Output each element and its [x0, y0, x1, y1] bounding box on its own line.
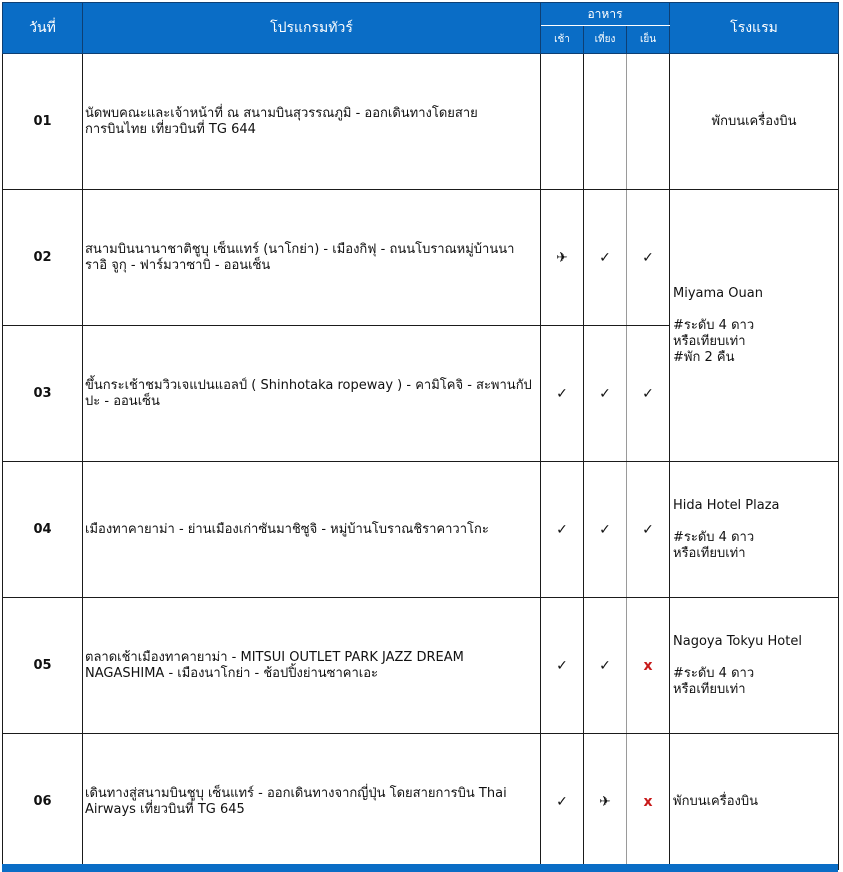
- check-icon: ✓: [627, 190, 670, 326]
- header-program: โปรแกรมทัวร์: [83, 3, 541, 54]
- check-icon: ✓: [584, 462, 627, 598]
- header-lunch: เที่ยง: [584, 26, 627, 54]
- hotel-name: Miyama Ouan: [673, 285, 763, 301]
- check-icon: ✓: [541, 326, 584, 462]
- table-row: [3, 598, 839, 734]
- check-icon: ✓: [627, 462, 670, 598]
- table-row: [3, 54, 839, 190]
- day-number: 06: [3, 734, 83, 870]
- plane-icon: ✈: [584, 734, 627, 870]
- day-number: 04: [3, 462, 83, 598]
- hotel-name: Hida Hotel Plaza: [673, 497, 780, 513]
- hotel-equivalent: หรือเทียบเท่า: [673, 681, 746, 697]
- hotel-nights: #พัก 2 คืน: [673, 349, 735, 365]
- lunch-cell: [584, 54, 627, 190]
- hotel-name: Nagoya Tokyu Hotel: [673, 633, 802, 649]
- hotel-rating: #ระดับ 4 ดาว: [673, 665, 755, 681]
- check-icon: ✓: [584, 326, 627, 462]
- check-icon: ✓: [541, 734, 584, 870]
- breakfast-cell: [541, 54, 584, 190]
- hotel-cell: พักบนเครื่องบิน: [670, 734, 839, 870]
- check-icon: ✓: [541, 462, 584, 598]
- check-icon: ✓: [584, 598, 627, 734]
- day-number: 05: [3, 598, 83, 734]
- header-day: วันที่: [3, 3, 83, 54]
- check-icon: ✓: [627, 326, 670, 462]
- program-text: นัดพบคณะและเจ้าหน้าที่ ณ สนามบินสุวรรณภูมิ - ออกเดินทางโดยสายการบินไทย เที่ยวบินที่ TG 644: [83, 54, 541, 190]
- hotel-equivalent: หรือเทียบเท่า: [673, 545, 746, 561]
- hotel-cell-merged: [670, 190, 839, 462]
- day-number: 02: [3, 190, 83, 326]
- table-row: [3, 190, 839, 326]
- hotel-cell: พักบนเครื่องบิน: [670, 54, 839, 190]
- program-text: สนามบินนานาชาติชูบุ เซ็นแทร์ (นาโกย่า) - เมืองกิฟุ - ถนนโบราณหมู่บ้านนาราอิ จูกุ - ฟาร์มวาซาบิ - ออนเซ็น: [83, 190, 541, 326]
- cross-icon: x: [627, 598, 670, 734]
- day-number: 01: [3, 54, 83, 190]
- header-dinner: เย็น: [627, 26, 670, 54]
- header-breakfast: เช้า: [541, 26, 584, 54]
- day-number: 03: [3, 326, 83, 462]
- check-icon: ✓: [584, 190, 627, 326]
- hotel-cell: [670, 598, 839, 734]
- check-icon: ✓: [541, 598, 584, 734]
- footer-bar: [2, 864, 838, 872]
- table-row: [3, 734, 839, 870]
- header-hotel: โรงแรม: [670, 3, 839, 54]
- program-text: ตลาดเช้าเมืองทาคายาม่า - MITSUI OUTLET PARK JAZZ DREAM NAGASHIMA - เมืองนาโกย่า - ช้อปปิ้งย่านซาคาเอะ: [83, 598, 541, 734]
- dinner-cell: [627, 54, 670, 190]
- program-text: เมืองทาคายาม่า - ย่านเมืองเก่าซันมาชิซูจิ - หมู่บ้านโบราณชิราคาวาโกะ: [83, 462, 541, 598]
- hotel-rating: #ระดับ 4 ดาว: [673, 317, 755, 333]
- cross-icon: x: [627, 734, 670, 870]
- header-meals: อาหาร: [541, 3, 670, 26]
- plane-icon: ✈: [541, 190, 584, 326]
- hotel-cell: [670, 462, 839, 598]
- table-row: [3, 462, 839, 598]
- hotel-equivalent: หรือเทียบเท่า: [673, 333, 746, 349]
- program-text: ขึ้นกระเช้าชมวิวเจแปนแอลป์ ( Shinhotaka ropeway ) - คามิโคจิ - สะพานกัปปะ - ออนเซ็น: [83, 326, 541, 462]
- itinerary-table: [2, 2, 839, 870]
- program-text: เดินทางสู่สนามบินชูบุ เซ็นแทร์ - ออกเดินทางจากญี่ปุ่น โดยสายการบิน Thai Airways เที่ยวบินที่ TG 645: [83, 734, 541, 870]
- hotel-rating: #ระดับ 4 ดาว: [673, 529, 755, 545]
